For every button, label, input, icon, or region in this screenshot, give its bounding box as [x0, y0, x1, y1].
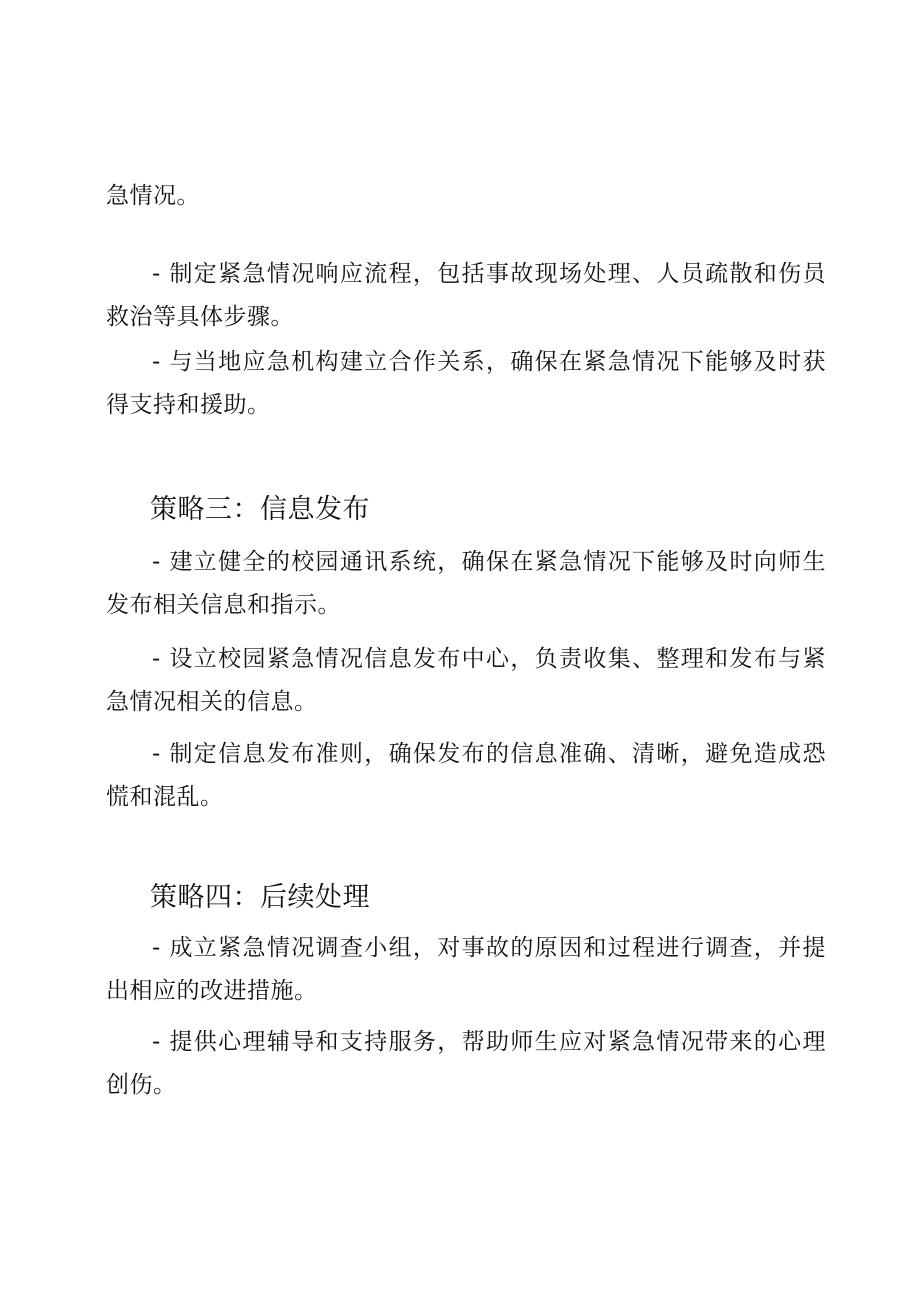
- paragraph-continuation: 急情况。: [106, 183, 200, 209]
- paragraph-release-guidelines: - 制定信息发布准则，确保发布的信息准确、清晰，避免造成恐慌和混乱。: [106, 741, 826, 810]
- heading-strategy-four: 策略四：后续处理: [150, 882, 370, 913]
- heading-strategy-three: 策略三：信息发布: [150, 494, 370, 525]
- paragraph-communication-system: - 建立健全的校园通讯系统，确保在紧急情况下能够及时向师生发布相关信息和指示。: [106, 549, 826, 618]
- paragraph-information-center: - 设立校园紧急情况信息发布中心，负责收集、整理和发布与紧急情况相关的信息。: [106, 646, 826, 715]
- paragraph-agency-cooperation: - 与当地应急机构建立合作关系，确保在紧急情况下能够及时获得支持和援助。: [106, 349, 826, 418]
- paragraph-psychological-support: - 提供心理辅导和支持服务，帮助师生应对紧急情况带来的心理创伤。: [106, 1029, 826, 1098]
- paragraph-response-procedure: - 制定紧急情况响应流程，包括事故现场处理、人员疏散和伤员救治等具体步骤。: [106, 261, 826, 330]
- paragraph-investigation-team: - 成立紧急情况调查小组，对事故的原因和过程进行调查，并提出相应的改进措施。: [106, 935, 826, 1004]
